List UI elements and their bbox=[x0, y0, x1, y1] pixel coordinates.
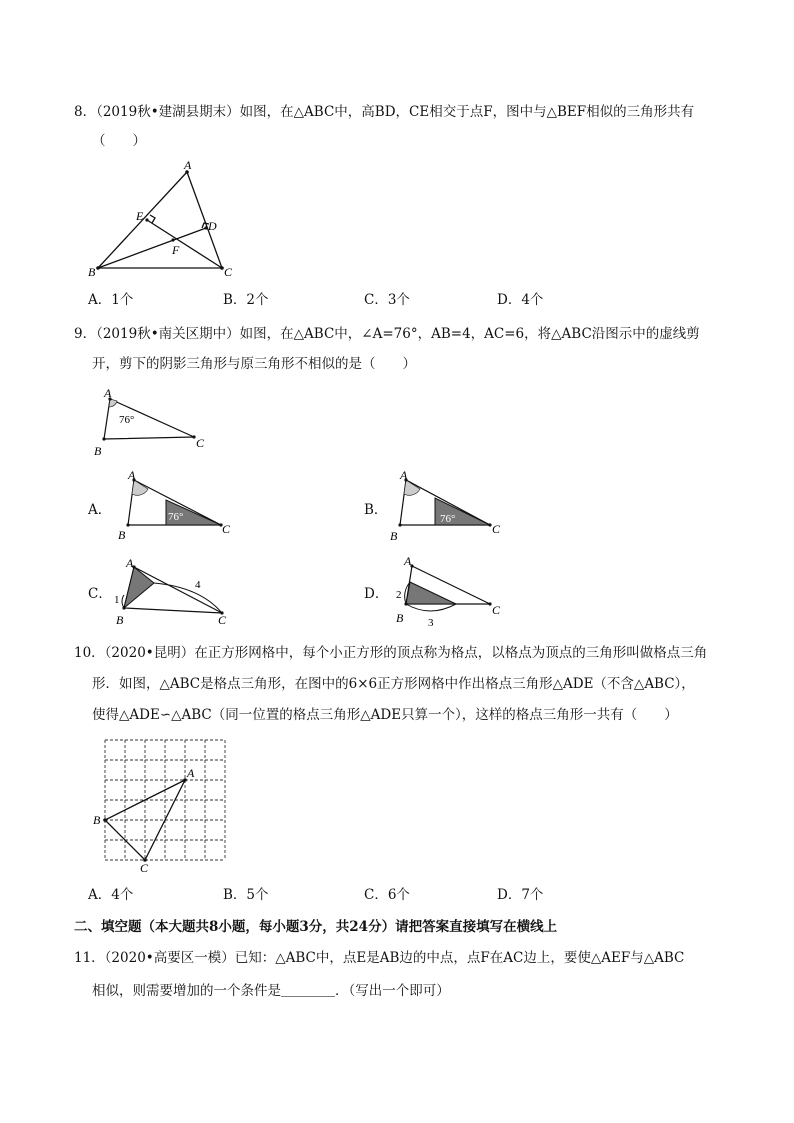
q8-stem-line2: （ ） bbox=[92, 133, 146, 149]
q10-label-c: C bbox=[140, 861, 149, 875]
q8-label-e: E bbox=[136, 209, 144, 223]
q9b-label-b: B bbox=[390, 529, 398, 542]
q10-stem-line3: 使得△ADE∽△ABC（同一位置的格点三角形△ADE只算一个），这样的格点三角形一共有（ ） bbox=[92, 707, 678, 723]
q9a-angle-label: 76° bbox=[168, 511, 184, 523]
q9c-num-right: 4 bbox=[195, 579, 201, 591]
q9d-label-b: B bbox=[396, 611, 404, 625]
q9a-label-b: B bbox=[118, 528, 126, 540]
q8-label-c: C bbox=[224, 265, 233, 278]
q9-orig-angle-label: 76° bbox=[119, 414, 135, 426]
q9-stem-line2: 开，剪下的阴影三角形与原三角形不相似的是（ ） bbox=[92, 356, 416, 372]
q9d-num-bottom: 3 bbox=[428, 617, 434, 629]
q8-option-c[interactable]: C．3个 bbox=[364, 292, 410, 308]
q9-option-c[interactable]: C． bbox=[88, 586, 112, 602]
q8-label-b: B bbox=[88, 265, 96, 278]
q9c-num-left: 1 bbox=[114, 594, 120, 606]
q11-stem-line1: 11．（2020•高要区一模）已知：△ABC中，点E是AB边的中点，点F在AC边上，要使△AEF与△ABC bbox=[74, 950, 685, 966]
q8-label-d: D bbox=[208, 219, 217, 233]
q10-label-b: B bbox=[93, 813, 101, 827]
q9-original-triangle bbox=[92, 387, 212, 457]
q11-stem-line2: 相似，则需要增加的一个条件是＿＿＿＿．（写出一个即可） bbox=[92, 983, 450, 999]
q9d-num-left: 2 bbox=[396, 589, 402, 601]
q9-orig-label-a: A bbox=[104, 387, 112, 400]
q10-grid-figure bbox=[90, 735, 230, 875]
q9-option-a-figure bbox=[116, 470, 236, 540]
q8-label-f: F bbox=[172, 243, 180, 257]
q9a-label-a: A bbox=[128, 470, 136, 482]
q10-label-a: A bbox=[187, 766, 195, 780]
q9d-label-a: A bbox=[404, 554, 412, 568]
q9-orig-label-b: B bbox=[94, 444, 102, 457]
q8-option-a[interactable]: A．1个 bbox=[88, 292, 134, 308]
q9c-label-a: A bbox=[126, 556, 134, 570]
q9-option-d-figure bbox=[392, 552, 522, 630]
q8-stem-line1: 8．（2019秋•建湖县期末）如图，在△ABC中，高BD，CE相交于点F，图中与△BEF相似的三角形共有 bbox=[74, 104, 695, 120]
q8-label-a: A bbox=[184, 158, 192, 172]
q10-option-a[interactable]: A．4个 bbox=[88, 887, 134, 903]
q10-option-c[interactable]: C．6个 bbox=[364, 887, 410, 903]
q9c-label-c: C bbox=[218, 613, 227, 627]
q8-option-b[interactable]: B．2个 bbox=[223, 292, 269, 308]
q9c-label-b: B bbox=[116, 613, 124, 627]
q9-stem-line1: 9．（2019秋•南关区期中）如图，在△ABC中，∠A=76°，AB=4，AC=6，将△ABC沿图示中的虚线剪 bbox=[74, 326, 700, 342]
q9b-label-c: C bbox=[492, 522, 501, 536]
q10-stem-line2: 形．如图，△ABC是格点三角形，在图中的6×6正方形网格中作出格点三角形△ADE（不含△ABC）， bbox=[92, 676, 695, 692]
q9b-label-a: A bbox=[400, 470, 408, 482]
q8-option-d[interactable]: D．4个 bbox=[497, 292, 544, 308]
q8-triangle-figure bbox=[88, 158, 238, 278]
q9-option-b[interactable]: B． bbox=[364, 502, 388, 518]
q9-orig-label-c: C bbox=[196, 436, 205, 450]
q9-option-d[interactable]: D． bbox=[364, 586, 389, 602]
q9-option-a[interactable]: A． bbox=[88, 502, 112, 518]
q10-option-b[interactable]: B．5个 bbox=[223, 887, 269, 903]
q9b-angle-label: 76° bbox=[440, 513, 456, 525]
q9a-label-c: C bbox=[222, 522, 231, 536]
q10-stem-line1: 10．（2020•昆明）在正方形网格中，每个小正方形的顶点称为格点，以格点为顶点的三角形叫做格点三角 bbox=[74, 645, 708, 661]
q9d-label-c: C bbox=[492, 603, 501, 617]
section2-heading: 二、填空题（本大题共8小题，每小题3分，共24分）请把答案直接填写在横线上 bbox=[74, 919, 558, 935]
q9-option-c-figure bbox=[112, 553, 242, 628]
q10-option-d[interactable]: D．7个 bbox=[497, 887, 544, 903]
q9-option-b-figure bbox=[388, 470, 518, 542]
